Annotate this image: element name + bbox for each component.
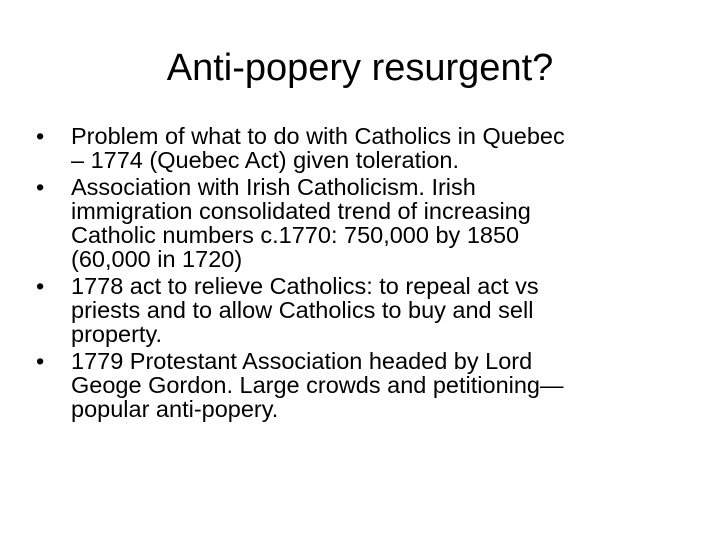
bullet-text-line: Catholic numbers c.1770: 750,000 by 1850 [71,222,520,248]
bullet-text-line: property. [71,321,162,347]
bullet-item [36,124,686,172]
bullet-text-line: 1779 Protestant Association headed by Lord [71,348,533,374]
bullet-item [36,274,686,346]
bullet-item [36,349,686,421]
bullet-text-line: immigration consolidated trend of increasing [71,198,531,224]
bullet-text-line: Association with Irish Catholicism. Irish [71,174,476,200]
bullet-text-line: Geoge Gordon. Large crowds and petitioning— [71,372,564,398]
bullet-text-line: – 1774 (Quebec Act) given toleration. [71,147,459,173]
bullet-dot-icon: • [36,273,45,299]
bullet-text-line: 1778 act to relieve Catholics: to repeal act vs [71,273,539,299]
bullet-text-line: (60,000 in 1720) [71,246,243,272]
bullet-text-line: popular anti-popery. [71,396,279,422]
bullet-text-line: priests and to allow Catholics to buy and sell [71,297,534,323]
bullet-dot-icon: • [36,123,45,149]
slide-title: Anti-popery resurgent? [166,47,554,89]
bullet-dot-icon: • [36,348,45,374]
bullet-dot-icon: • [36,174,45,200]
bullet-text-line: Problem of what to do with Catholics in Quebec [71,123,565,149]
bullet-list [36,124,686,424]
bullet-item [36,175,686,271]
